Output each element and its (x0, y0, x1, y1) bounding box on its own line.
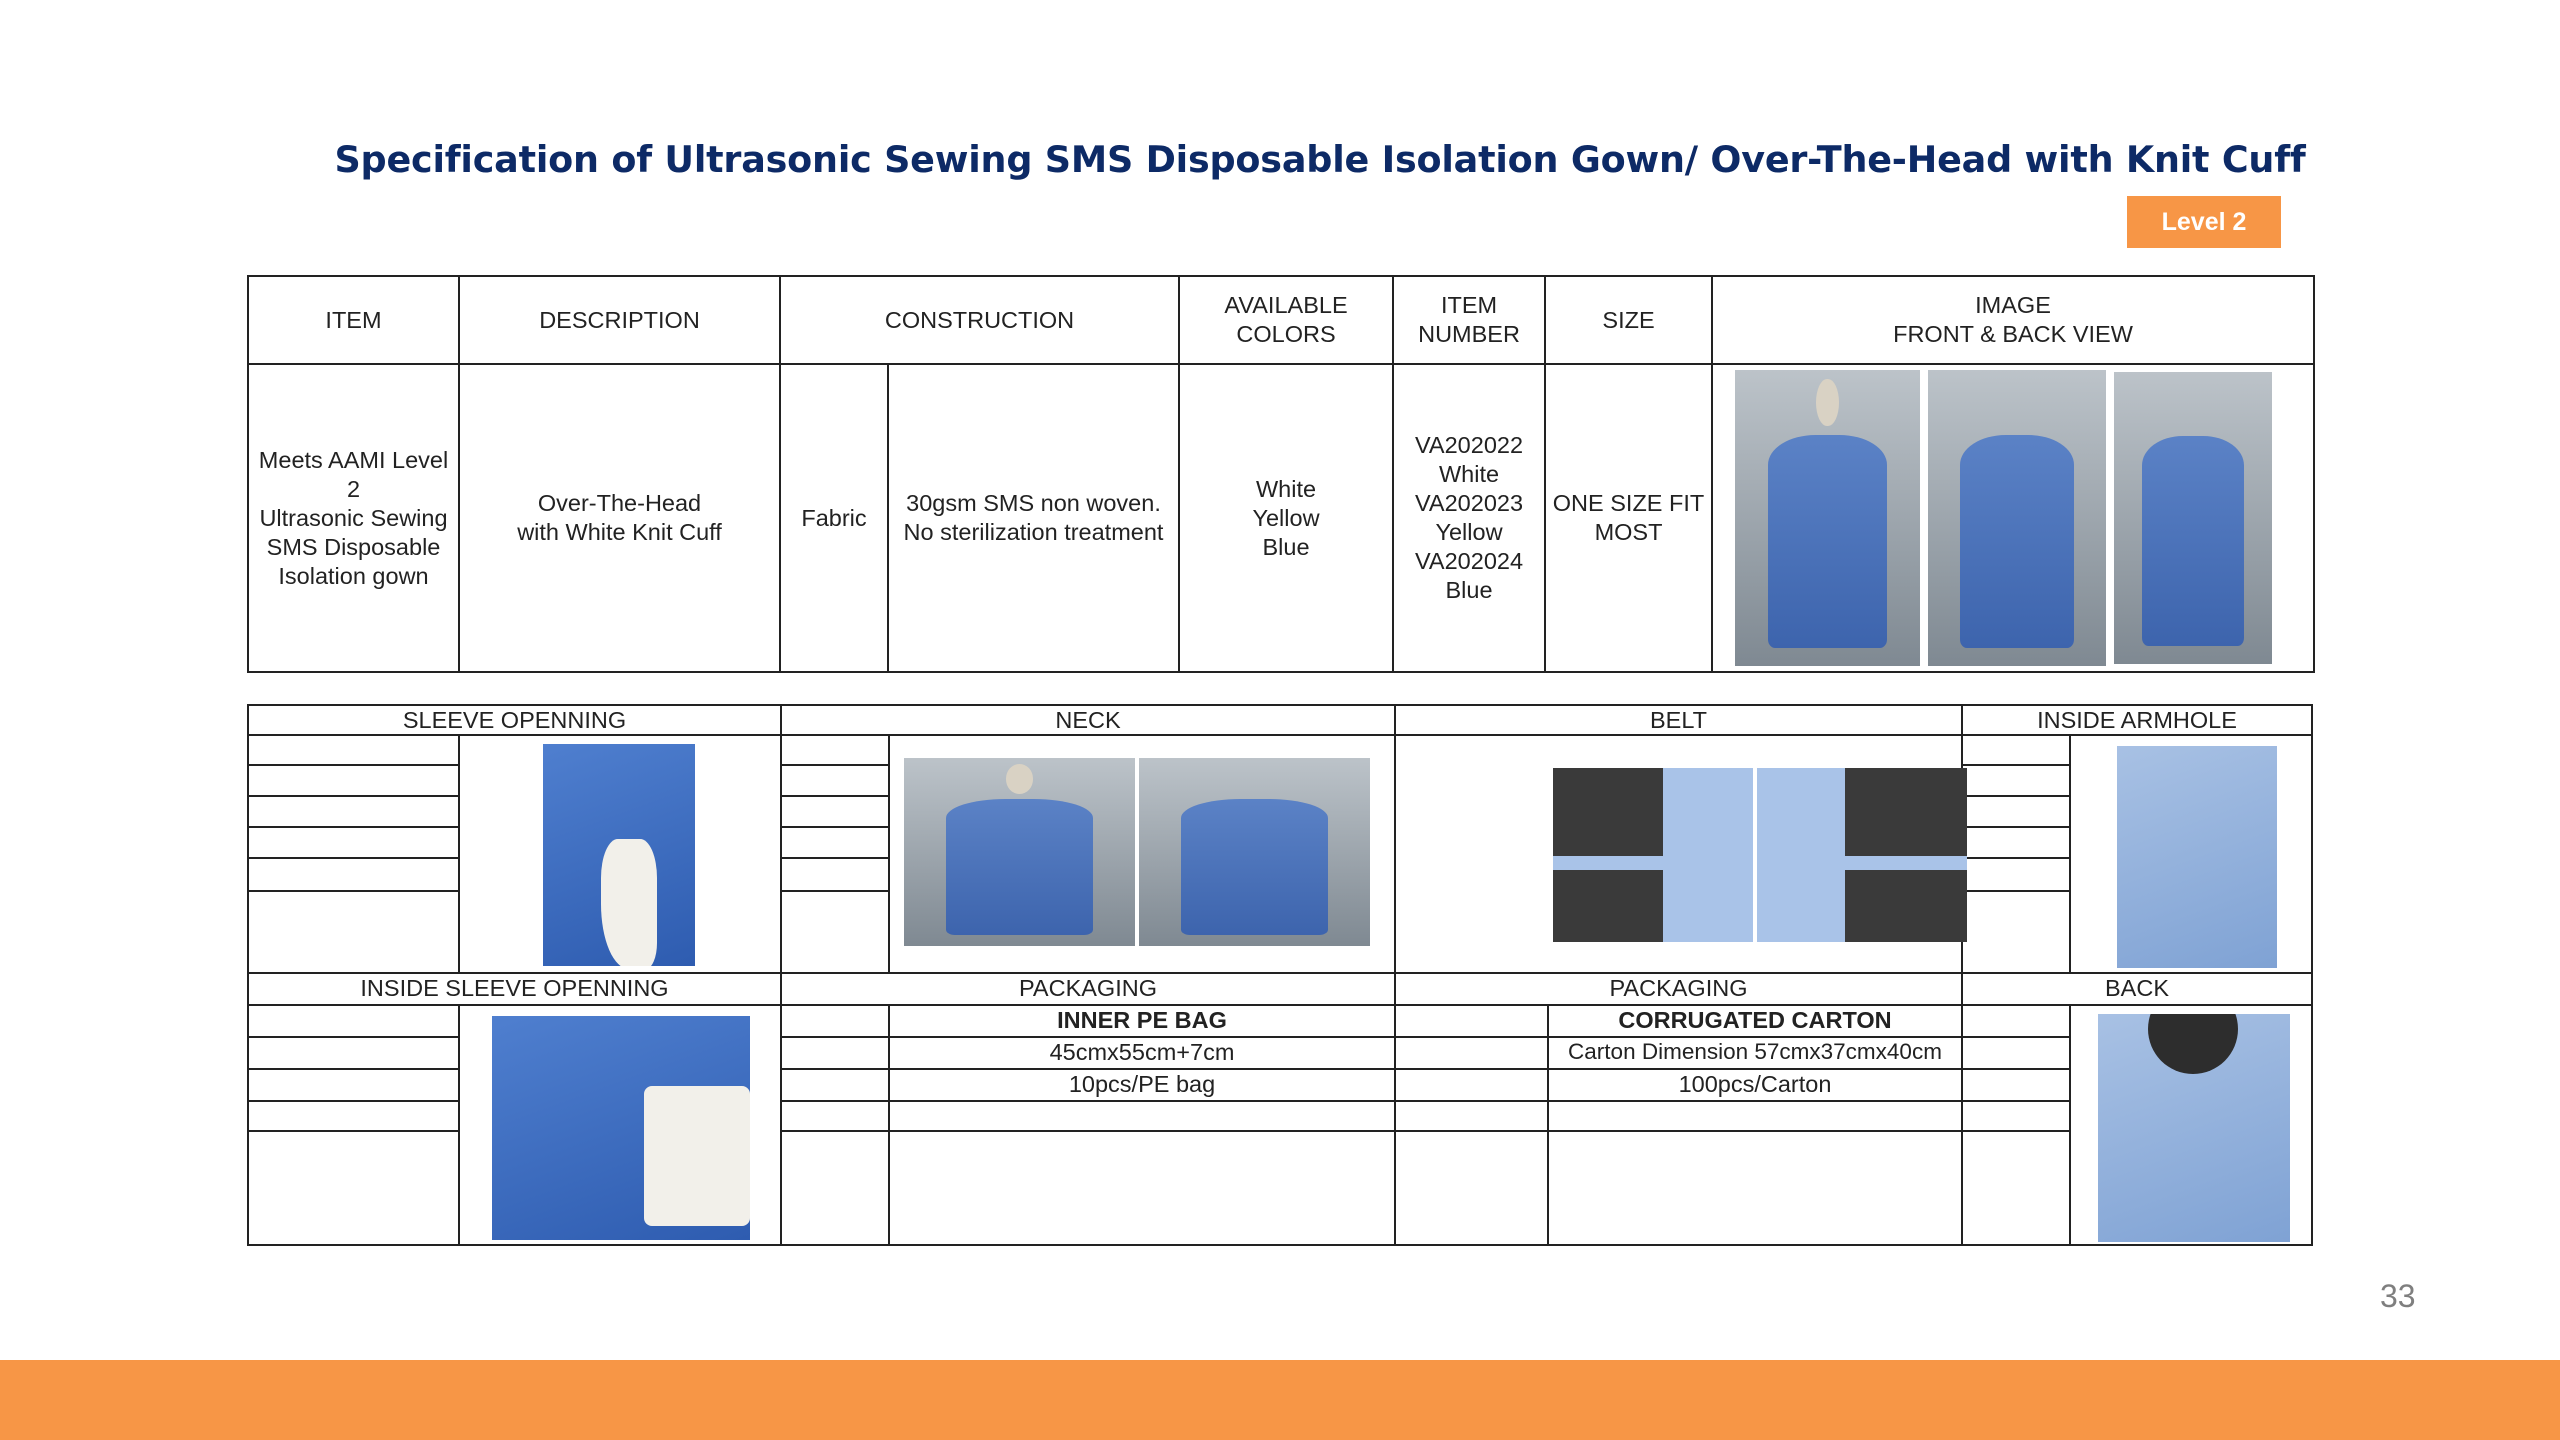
level-badge: Level 2 (2127, 196, 2281, 248)
header-construction: CONSTRUCTION (780, 276, 1179, 364)
sleeve-opening-photo (543, 744, 695, 966)
cell-size (1545, 364, 1712, 672)
spec-table (247, 275, 2315, 673)
description-line: Over-The-Head (537, 490, 702, 516)
footer-bar (0, 1360, 2560, 1440)
color-line: Yellow (1252, 504, 1320, 531)
neck-front-photo (904, 758, 1135, 946)
header-image (1712, 276, 2314, 364)
cell-description (459, 364, 780, 672)
spec-row (248, 364, 2314, 672)
description-line: with White Knit Cuff (517, 519, 722, 545)
number-line: VA202023 (1415, 490, 1524, 516)
gown-front-photo (1735, 370, 1920, 666)
size-line: MOST (1594, 519, 1663, 545)
header-description: DESCRIPTION (459, 276, 780, 364)
label-belt: BELT (1649, 707, 1708, 733)
label-back: BACK (2105, 975, 2169, 1001)
label-packaging-carton: PACKAGING (1609, 975, 1748, 1001)
carton-quantity: 100pcs/Carton (1678, 1071, 1832, 1097)
color-line: White (1255, 475, 1317, 502)
label-inside-armhole: INSIDE ARMHOLE (2037, 707, 2237, 733)
carton-title: CORRUGATED CARTON (1618, 1007, 1892, 1033)
item-line: Ultrasonic Sewing (259, 504, 448, 531)
size-line: ONE SIZE FIT (1552, 490, 1705, 516)
cell-item (248, 364, 459, 672)
detail-grid (247, 704, 2313, 1246)
construction-line: 30gsm SMS non woven. (906, 490, 1161, 516)
number-line: Yellow (1435, 519, 1503, 545)
cell-item-number (1393, 364, 1545, 672)
label-sleeve-opening: SLEEVE OPENNING (402, 707, 627, 733)
page-number: 33 (2380, 1278, 2416, 1314)
belt-photo-1 (1553, 768, 1753, 942)
header-colors-line2: COLORS (1236, 321, 1336, 347)
header-item: ITEM (248, 276, 459, 364)
header-size: SIZE (1545, 276, 1712, 364)
spec-header-row (248, 276, 2314, 364)
header-image-line2: FRONT & BACK VIEW (1893, 321, 2133, 347)
cell-material: Fabric (780, 364, 888, 672)
header-number-line2: NUMBER (1418, 321, 1520, 347)
header-image-line1: IMAGE (1975, 292, 2051, 318)
inside-sleeve-opening-photo (492, 1016, 750, 1240)
carton-dimension: Carton Dimension 57cmx37cmx40cm (1568, 1039, 1942, 1064)
page-title: Specification of Ultrasonic Sewing SMS Disposable Isolation Gown/ Over-The-Head with Knit Cuff (334, 138, 2306, 181)
item-line: 2 (346, 475, 361, 502)
item-line: Meets AAMI Level (258, 446, 449, 473)
inner-bag-dimension: 45cmx55cm+7cm (1049, 1039, 1235, 1065)
number-line: White (1438, 461, 1500, 487)
gown-side-photo (2114, 372, 2272, 664)
header-colors-line1: AVAILABLE (1224, 292, 1348, 318)
neck-back-photo (1139, 758, 1370, 946)
label-packaging-inner: PACKAGING (1019, 975, 1157, 1001)
back-photo (2098, 1014, 2290, 1242)
belt-photo-2 (1757, 768, 1967, 942)
gown-back-photo (1928, 370, 2106, 666)
header-colors (1179, 276, 1393, 364)
label-neck: NECK (1055, 707, 1121, 733)
inner-bag-title: INNER PE BAG (1057, 1007, 1227, 1033)
cell-colors (1179, 364, 1393, 672)
number-line: VA202022 (1415, 432, 1524, 458)
header-item-number (1393, 276, 1545, 364)
cell-images (1712, 364, 2314, 672)
number-line: VA202024 (1415, 548, 1524, 574)
inner-bag-quantity: 10pcs/PE bag (1068, 1071, 1216, 1097)
header-number-line1: ITEM (1440, 292, 1498, 318)
color-line: Blue (1262, 533, 1310, 560)
item-line: SMS Disposable (266, 533, 441, 560)
item-line: Isolation gown (278, 562, 429, 589)
construction-line: No sterilization treatment (903, 519, 1164, 545)
inside-armhole-photo (2117, 746, 2277, 968)
label-inside-sleeve-opening: INSIDE SLEEVE OPENNING (360, 975, 669, 1001)
cell-construction (888, 364, 1179, 672)
number-line: Blue (1445, 577, 1493, 603)
